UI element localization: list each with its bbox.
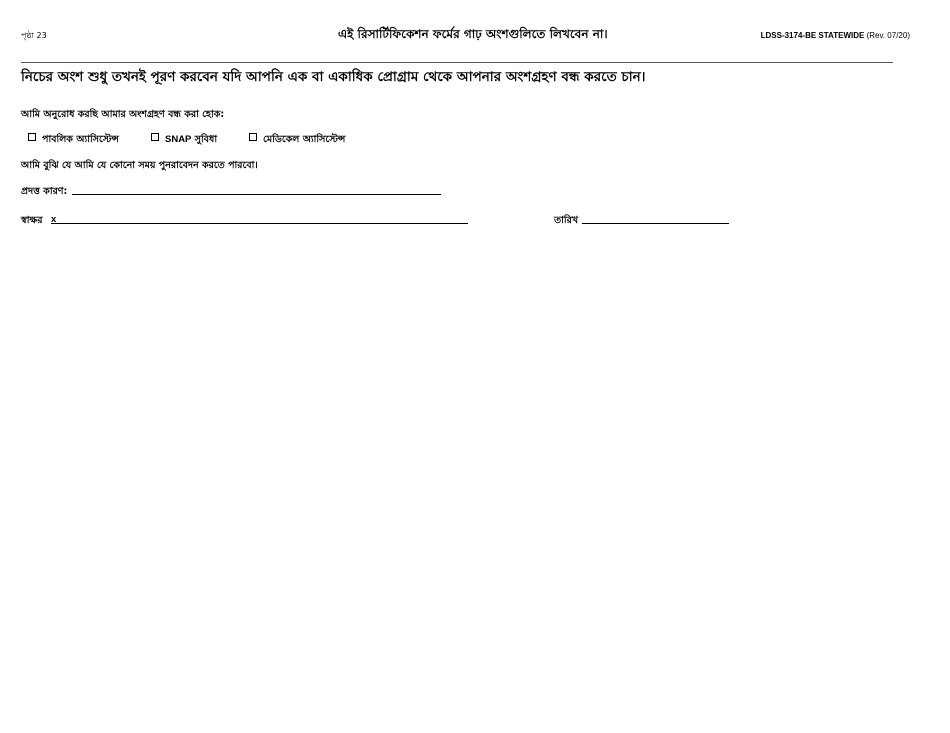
signature-x-mark: x	[51, 214, 57, 225]
page-number: পৃষ্ঠা 23	[21, 31, 47, 40]
option-snap[interactable]	[151, 133, 217, 148]
date-label: তারিখ	[554, 215, 579, 226]
section-instruction: নিচের অংশ শুধু তখনই পূরণ করবেন যদি আপনি এক বা একাধিক প্রোগ্রাম থেকে আপনার অংশগ্রহণ বন্ধ করতে চান।	[21, 69, 646, 85]
header-divider	[21, 62, 893, 63]
checkbox-medical-assistance[interactable]	[249, 133, 257, 141]
checkbox-public-assistance[interactable]	[28, 133, 36, 141]
option-public-assistance[interactable]	[28, 133, 119, 148]
option-snap-prefix: SNAP	[165, 134, 192, 145]
request-text: আমি অনুরোধ করছি আমার অংশগ্রহণ বন্ধ করা হোক:	[21, 109, 225, 120]
reapply-text: আমি বুঝি যে আমি যে কোনো সময় পুনরাবেদন করতে পারবো।	[21, 160, 258, 171]
option-medical-assistance[interactable]	[249, 133, 345, 148]
form-revision: (Rev. 07/20)	[866, 31, 910, 40]
reason-label: প্রদত্ত কারণ:	[21, 186, 68, 197]
option-public-assistance-label: পাবলিক অ্যাসিস্টেন্স	[42, 134, 119, 145]
reason-field[interactable]	[72, 194, 441, 195]
checkbox-snap[interactable]	[151, 133, 159, 141]
date-field[interactable]	[582, 223, 729, 224]
signature-field[interactable]	[51, 223, 468, 224]
signature-label: স্বাক্ষর	[21, 215, 43, 226]
option-medical-assistance-label: মেডিকেল অ্যাসিস্টেন্স	[263, 134, 346, 145]
option-snap-label: সুবিধা	[191, 134, 218, 145]
form-identifier	[761, 31, 910, 40]
form-id: LDSS-3174-BE STATEWIDE	[760, 31, 865, 40]
header-notice: এই রিসার্টিফিকেশন ফর্মের গাঢ় অংশগুলিতে লিখবেন না।	[338, 27, 608, 41]
